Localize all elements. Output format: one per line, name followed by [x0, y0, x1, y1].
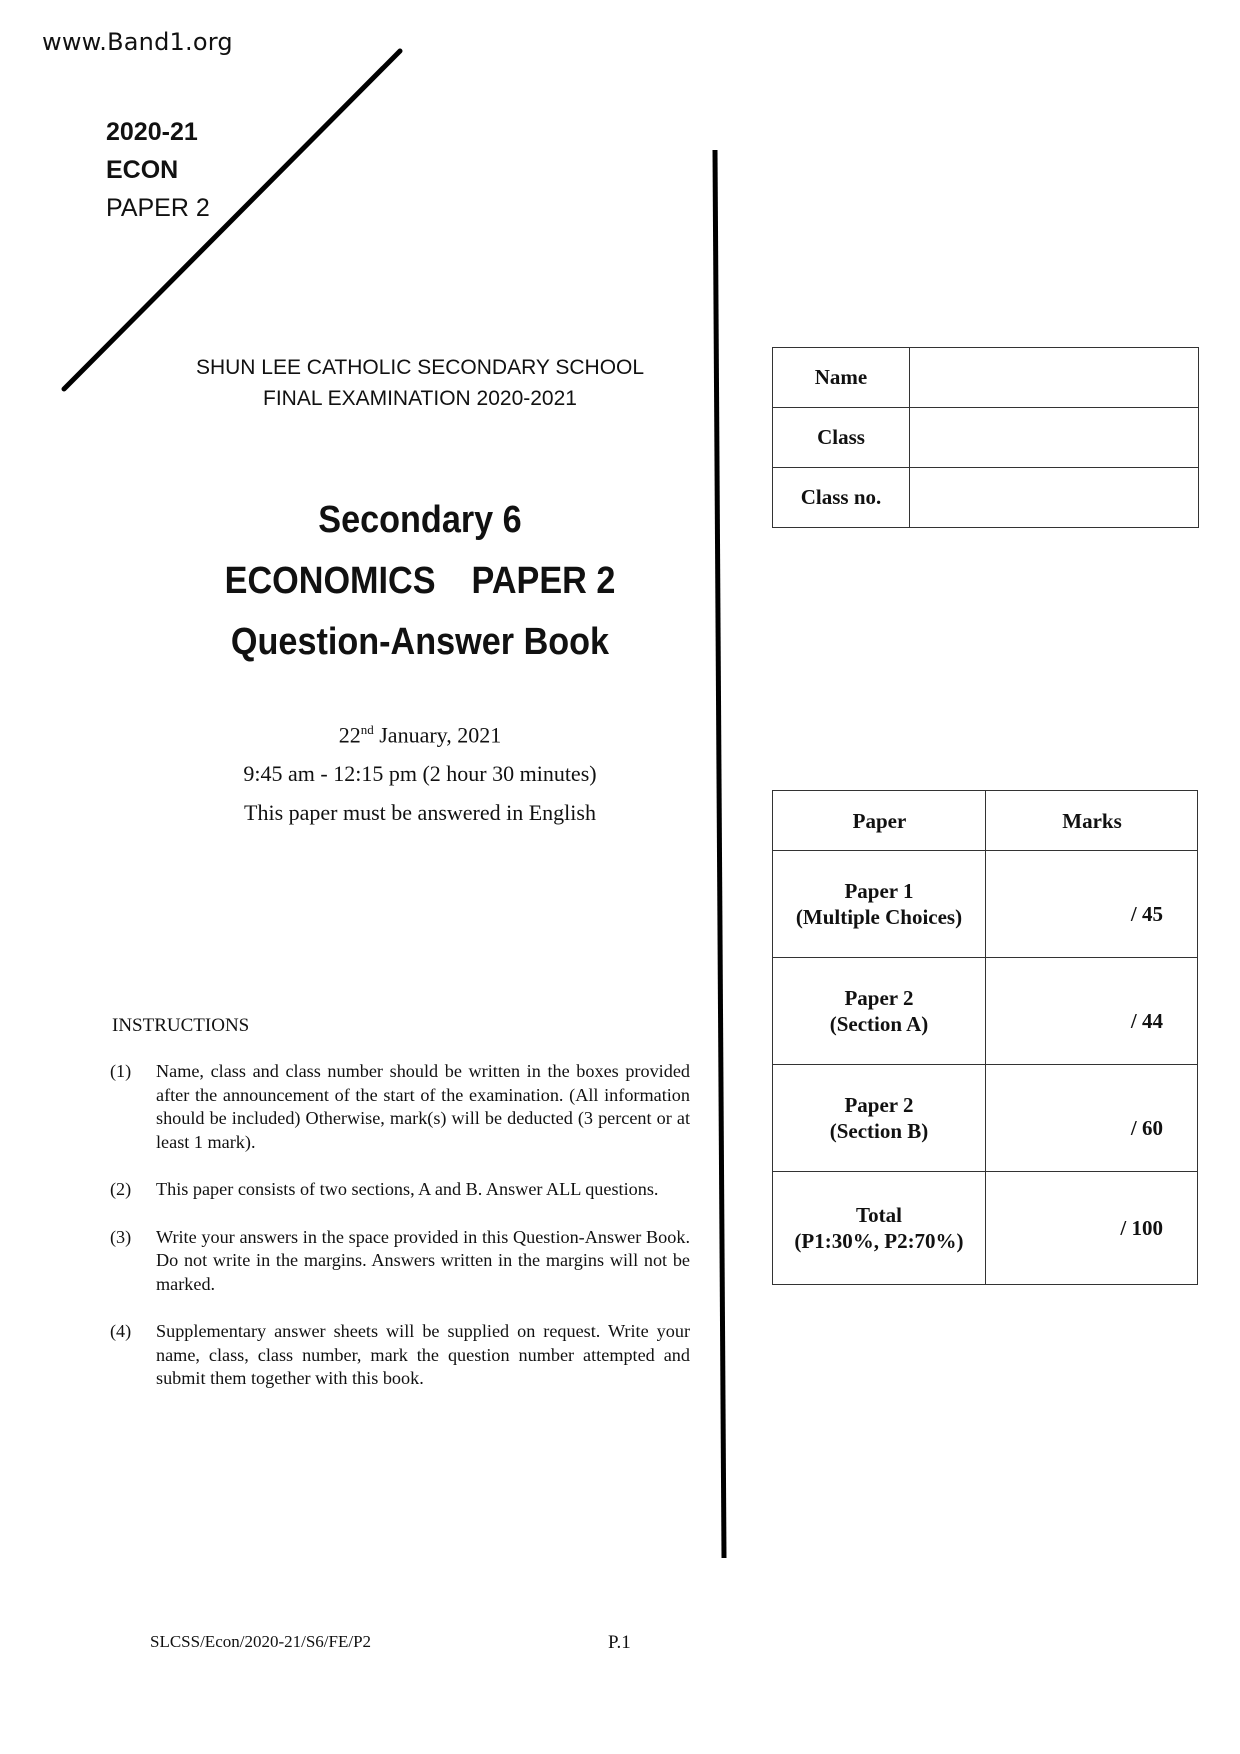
paper-detail: (Section B) [829, 1119, 929, 1143]
class-no-field[interactable] [910, 468, 1199, 528]
instruction-number: (2) [110, 1179, 132, 1199]
marks-cell[interactable]: / 45 [986, 851, 1198, 958]
class-label: Class [773, 408, 910, 468]
instruction-item [110, 1178, 690, 1202]
footer-code: SLCSS/Econ/2020-21/S6/FE/P2 [150, 1632, 372, 1651]
title-paper: PAPER 2 [471, 560, 616, 602]
paper-name: Paper 1 [844, 879, 914, 903]
instruction-item [110, 1226, 690, 1297]
date-rest: January, 2021 [373, 722, 502, 748]
instruction-text: Supplementary answer sheets will be supplied on request. Write your name, class, class number, mark the question number attempted and submit them together with this book. [156, 1321, 690, 1388]
name-field[interactable] [910, 348, 1199, 408]
table-row-total [773, 1172, 1198, 1285]
corner-year: 2020-21 [106, 118, 198, 146]
class-field[interactable] [910, 408, 1199, 468]
student-info-table [772, 347, 1199, 528]
exam-time: 9:45 am - 12:15 pm (2 hour 30 minutes) [243, 761, 597, 787]
instruction-item [110, 1060, 690, 1154]
page-title [195, 490, 645, 673]
instruction-number: (3) [110, 1226, 132, 1247]
date-suffix: nd [360, 722, 374, 737]
margin-divider-line [715, 150, 724, 1558]
class-no-label: Class no. [773, 468, 910, 528]
table-header-row [773, 791, 1198, 851]
table-row [773, 348, 1199, 408]
total-cell [773, 1172, 986, 1285]
corner-paper: PAPER 2 [106, 194, 210, 222]
instruction-number: (4) [110, 1321, 132, 1341]
exam-language: This paper must be answered in English [244, 800, 596, 826]
paper-detail: (Section A) [829, 1012, 929, 1036]
instructions-heading: INSTRUCTIONS [112, 1015, 250, 1036]
paper-cell [773, 851, 986, 958]
exam-info [170, 710, 670, 832]
total-marks-cell[interactable]: / 100 [986, 1172, 1198, 1285]
instruction-text: Name, class and class number should be written in the boxes provided after the announcement of the start of the examination. (All information should be included) Otherwise, mark(s) will be deducted (3 percent or at least 1 mark). [156, 1061, 690, 1152]
instruction-text: Write your answers in the space provided in this Question-Answer Book. Do not write in the margins. Answers written in the margins will not be marked. [156, 1226, 690, 1294]
instructions-list [110, 1060, 690, 1415]
table-row [773, 1065, 1198, 1172]
exam-name: FINAL EXAMINATION 2020-2021 [263, 387, 577, 410]
school-name: SHUN LEE CATHOLIC SECONDARY SCHOOL [195, 356, 645, 379]
instruction-number: (1) [110, 1061, 132, 1081]
title-level: Secondary 6 [318, 499, 522, 541]
title-subject-line [195, 551, 645, 612]
paper-cell [773, 1065, 986, 1172]
page-number: P.1 [608, 1632, 631, 1653]
title-subject: ECONOMICS [224, 560, 436, 602]
marks-cell[interactable]: / 60 [986, 1065, 1198, 1172]
corner-subject: ECON [106, 156, 179, 184]
marks-cell[interactable]: / 44 [986, 958, 1198, 1065]
marks-table [772, 790, 1198, 1285]
date-day: 22 [338, 722, 361, 748]
total-weighting: (P1:30%, P2:70%) [794, 1229, 964, 1253]
title-book: Question-Answer Book [230, 621, 610, 663]
header-marks: Marks [986, 791, 1198, 851]
paper-name: Paper 2 [844, 986, 914, 1010]
paper-cell [773, 958, 986, 1065]
exam-date [170, 710, 670, 754]
paper-detail: (Multiple Choices) [795, 905, 963, 929]
school-header [140, 352, 700, 414]
instruction-text: This paper consists of two sections, A and B. Answer ALL questions. [156, 1179, 659, 1199]
table-row [773, 408, 1199, 468]
table-row [773, 468, 1199, 528]
paper-name: Paper 2 [844, 1093, 914, 1117]
name-label: Name [773, 348, 910, 408]
total-label: Total [856, 1203, 902, 1227]
instruction-item [110, 1320, 690, 1391]
header-paper: Paper [773, 791, 986, 851]
watermark: www.Band1.org [42, 28, 233, 56]
table-row [773, 958, 1198, 1065]
corner-label [106, 113, 210, 227]
table-row [773, 851, 1198, 958]
